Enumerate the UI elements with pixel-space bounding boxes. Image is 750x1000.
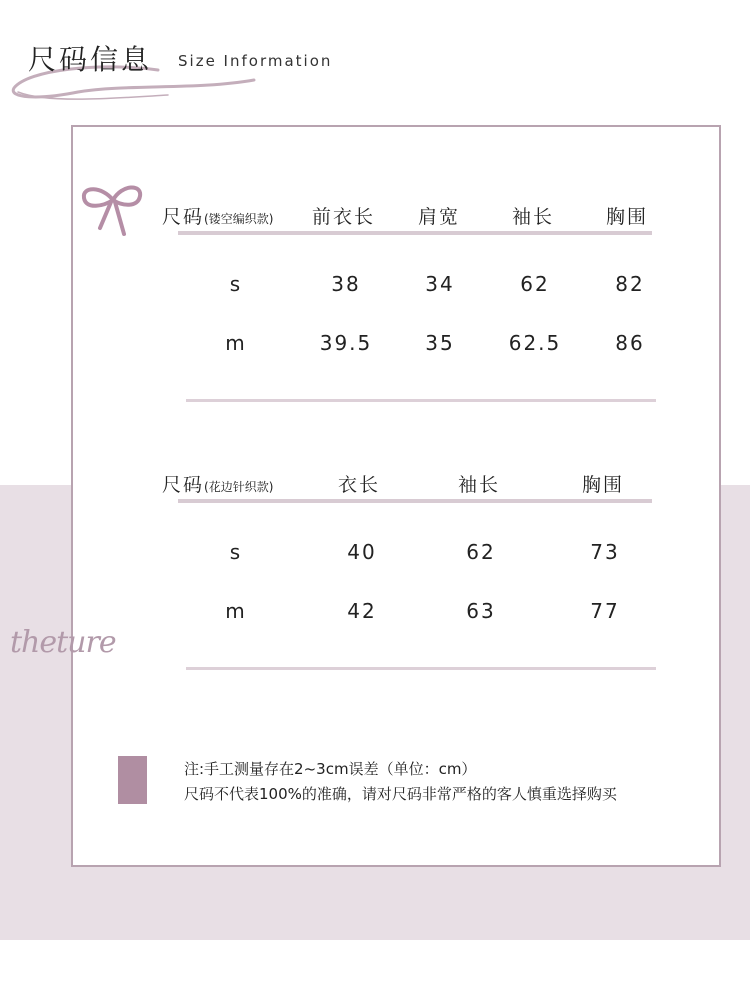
table1-row-m-shoulder: 35 bbox=[425, 331, 455, 355]
table1-row-m-sleeve: 62.5 bbox=[508, 331, 562, 355]
table1-size-label bbox=[162, 202, 273, 229]
note-line-1: 注:手工测量存在2~3cm误差（单位：cm） bbox=[184, 760, 477, 778]
table2-col-sleeve: 袖长 bbox=[458, 474, 501, 496]
table2-row-s-size: s bbox=[229, 540, 243, 564]
note-line-2: 尺码不代表100%的准确，请对尺码非常严格的客人慎重选择购买 bbox=[184, 785, 617, 803]
table1-label-note: (镂空编织款) bbox=[204, 212, 274, 226]
table2-footer-rule bbox=[186, 667, 656, 670]
table1-row-s-front-length: 38 bbox=[331, 272, 361, 296]
table1-col-front-length: 前衣长 bbox=[312, 206, 376, 228]
table2-row-s-sleeve: 62 bbox=[466, 540, 496, 564]
table2-col-chest: 胸围 bbox=[582, 474, 625, 496]
table1-row-s-sleeve: 62 bbox=[520, 272, 550, 296]
table1-col-sleeve: 袖长 bbox=[512, 206, 555, 228]
table1-row-s-shoulder: 34 bbox=[425, 272, 455, 296]
table2-row-m-size: m bbox=[225, 599, 247, 623]
table2-row-m-length: 42 bbox=[347, 599, 377, 623]
table2-col-length: 衣长 bbox=[338, 474, 381, 496]
table2-row-m-chest: 77 bbox=[590, 599, 620, 623]
page-subtitle: Size Information bbox=[178, 52, 333, 70]
table1-row-s-chest: 82 bbox=[615, 272, 645, 296]
note-accent-bar bbox=[118, 756, 147, 804]
table2-header-rule bbox=[178, 499, 652, 503]
table1-footer-rule bbox=[186, 399, 656, 402]
script-signature: theture bbox=[10, 625, 116, 660]
table1-label: 尺码 bbox=[162, 206, 205, 228]
table1-row-m-chest: 86 bbox=[615, 331, 645, 355]
table1-col-shoulder: 肩宽 bbox=[418, 206, 461, 228]
table2-label-note: (花边针织款) bbox=[204, 480, 274, 494]
table1-row-s-size: s bbox=[229, 272, 243, 296]
bow-icon bbox=[80, 178, 146, 238]
table1-header-rule bbox=[178, 231, 652, 235]
table1-row-m-front-length: 39.5 bbox=[319, 331, 373, 355]
table2-label: 尺码 bbox=[162, 474, 205, 496]
table2-row-s-chest: 73 bbox=[590, 540, 620, 564]
table1-row-m-size: m bbox=[225, 331, 247, 355]
table2-size-label bbox=[162, 470, 273, 497]
table1-col-chest: 胸围 bbox=[606, 206, 649, 228]
table2-row-s-length: 40 bbox=[347, 540, 377, 564]
page-title: 尺码信息 bbox=[28, 43, 153, 76]
table2-row-m-sleeve: 63 bbox=[466, 599, 496, 623]
